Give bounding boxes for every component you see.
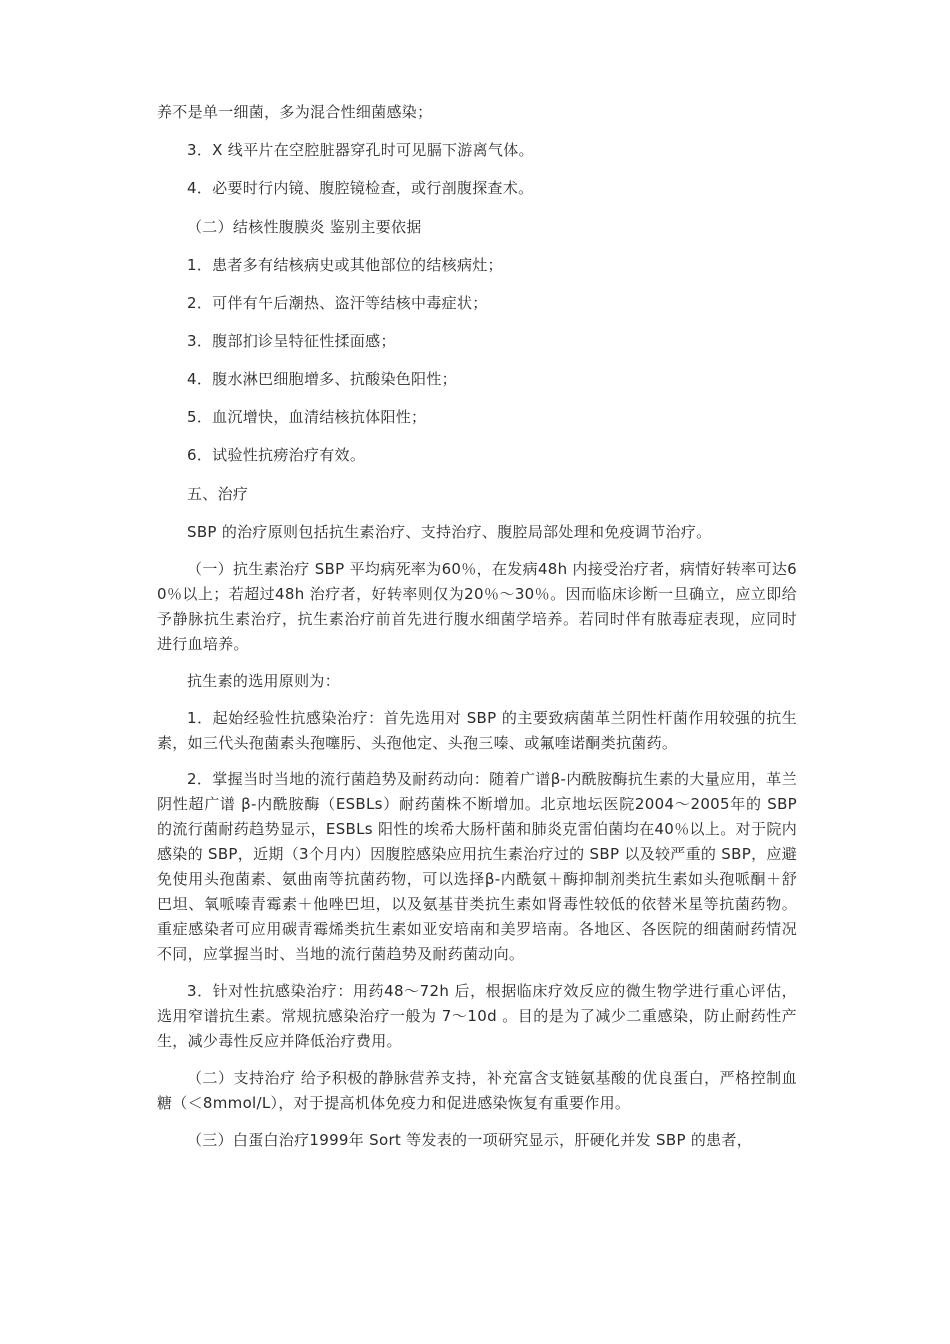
paragraph-culture-note: 养不是单一细菌，多为混合性细菌感染；: [157, 103, 433, 121]
paragraph-xray: 3．X 线平片在空腔脏器穿孔时可见膈下游离气体。: [187, 141, 534, 159]
paragraph-tb-1: 1．患者多有结核病史或其他部位的结核病灶；: [187, 256, 503, 274]
paragraph-tb-4: 4．腹水淋巴细胞增多、抗酸染色阳性；: [187, 370, 457, 388]
document-page: [157, 100, 797, 1153]
heading-tb-peritonitis: （二）结核性腹膜炎 鉴别主要依据: [187, 218, 422, 236]
paragraph-treatment-principles: SBP 的治疗原则包括抗生素治疗、支持治疗、腹腔局部处理和免疫调节治疗。: [187, 523, 712, 541]
paragraph-resistance-trends: 2．掌握当时当地的流行菌趋势及耐药动向：随着广谱β-内酰胺酶抗生素的大量应用，革兰阴性超广谱 β-内酰胺酶（ESBLs）耐药菌株不断增加。北京地坛医院2004～2005年的 SBP 的流行菌耐药趋势显示，ESBLs 阳性的埃希大肠杆菌和肺炎克雷伯菌均在40％以上。对于院内感染的 SBP，近期（3个月内）因腹腔感染应用抗生素治疗过的 SBP 以及较严重的 SBP，应避免使用头孢菌素、氨曲南等抗菌药物，可以选择β-内酰氨＋酶抑制剂类抗生素如头孢哌酮＋舒巴坦、氧哌嗪青霉素＋他唑巴坦，以及氨基苷类抗生素如肾毒性较低的依替米星等抗菌药物。重症感染者可应用碳青霉烯类抗生素如亚安培南和美罗培南。各地区、各医院的细菌耐药情况不同，应掌握当时、当地的流行菌趋势及耐药菌动向。: [157, 770, 797, 963]
paragraph-albumin-therapy: （三）白蛋白治疗1999年 Sort 等发表的一项研究显示，肝硬化并发 SBP 的患者，: [187, 1131, 753, 1149]
paragraph-tb-3: 3．腹部扪诊呈特征性揉面感；: [187, 332, 396, 350]
paragraph-targeted-therapy: 3．针对性抗感染治疗：用药48～72h 后，根据临床疗效反应的微生物学进行重心评估，选用窄谱抗生素。常规抗感染治疗一般为 7～10d 。目的是为了减少二重感染，防止耐药性产生，减少毒性反应并降低治疗费用。: [157, 982, 797, 1050]
paragraph-supportive-therapy: （二）支持治疗 给予积极的静脉营养支持，补充富含支链氨基酸的优良蛋白，严格控制血糖（＜8mmol/L），对于提高机体免疫力和促进感染恢复有重要作用。: [157, 1069, 797, 1112]
paragraph-tb-2: 2．可伴有午后潮热、盗汗等结核中毒症状；: [187, 294, 488, 312]
paragraph-antibiotic-principles: 抗生素的选用原则为：: [187, 672, 341, 690]
paragraph-tb-6: 6．试验性抗痨治疗有效。: [187, 446, 366, 464]
paragraph-tb-5: 5．血沉增快，血清结核抗体阳性；: [187, 408, 427, 426]
paragraph-antibiotic-therapy: （一）抗生素治疗 SBP 平均病死率为60％，在发病48h 内接受治疗者，病情好转率可达60％以上；若超过48h 治疗者，好转率则仅为20％～30％。因而临床诊断一旦确立，应立即给予静脉抗生素治疗，抗生素治疗前首先进行腹水细菌学培养。若同时伴有脓毒症表现，应同时进行血培养。: [157, 560, 797, 653]
paragraph-empirical-therapy: 1．起始经验性抗感染治疗：首先选用对 SBP 的主要致病菌革兰阴性杆菌作用较强的抗生素，如三代头孢菌素头孢噻肟、头孢他定、头孢三嗪、或氟喹诺酮类抗菌药。: [157, 709, 797, 752]
heading-treatment: 五、治疗: [187, 485, 249, 503]
paragraph-endoscopy: 4．必要时行内镜、腹腔镜检查，或行剖腹探查术。: [187, 179, 534, 197]
